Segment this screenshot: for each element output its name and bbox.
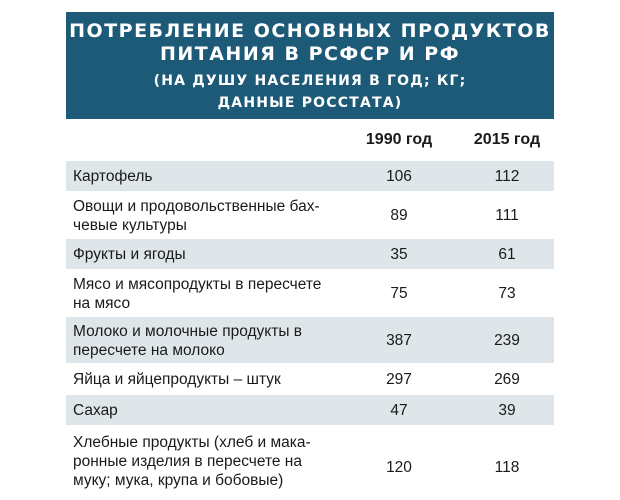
value-1990: 387	[386, 332, 412, 349]
table-row	[66, 317, 554, 364]
table-row	[66, 161, 554, 192]
row-product-name-line: Мясо и мясопродукты в пересчете	[73, 276, 322, 293]
row-product-name-line: Картофель	[73, 168, 153, 185]
row-product-name-line: Хлебные продукты (хлеб и мака-	[73, 434, 311, 451]
value-2015: 39	[498, 402, 516, 419]
value-2015: 112	[494, 168, 520, 185]
table-title-line-2: ПИТАНИЯ В РСФСР И РФ	[159, 43, 461, 65]
table-subtitle-line-2: ДАННЫЕ РОССТАТА)	[217, 95, 403, 111]
table-row	[66, 364, 554, 395]
column-header-1990: 1990 год	[365, 131, 433, 148]
row-product-name	[73, 370, 343, 389]
value-1990: 106	[386, 168, 412, 185]
row-product-name-line: пересчете на молоко	[73, 342, 225, 359]
row-product-name	[73, 275, 343, 313]
row-product-name-line: на мясо	[73, 295, 131, 312]
table-subtitle-line-1: (НА ДУШУ НАСЕЛЕНИЯ В ГОД; КГ;	[153, 73, 467, 89]
column-header-2015: 2015 год	[473, 131, 541, 148]
table-row	[66, 192, 554, 239]
value-1990: 297	[386, 371, 412, 388]
row-product-name-line: Яйца и яйцепродукты – штук	[73, 371, 281, 388]
value-1990: 120	[386, 459, 412, 476]
table-header	[66, 12, 554, 119]
row-product-name-line: Фрукты и ягоды	[73, 246, 186, 263]
row-product-name-line: чевые культуры	[73, 217, 187, 234]
value-2015: 118	[494, 459, 520, 476]
value-2015: 269	[494, 371, 520, 388]
consumption-table-card	[66, 12, 554, 488]
value-2015: 239	[494, 332, 520, 349]
row-product-name-line: ронные изделия в пересчете на	[73, 453, 302, 470]
value-1990: 89	[390, 207, 408, 224]
row-product-name-line: Овощи и продовольственные бах-	[73, 198, 320, 215]
value-2015: 111	[495, 207, 519, 224]
value-1990: 35	[390, 246, 408, 263]
table-row	[66, 270, 554, 317]
column-headers	[66, 119, 554, 161]
table-title-line-1: ПОТРЕБЛЕНИЕ ОСНОВНЫХ ПРОДУКТОВ	[69, 20, 551, 42]
row-product-name	[73, 167, 343, 186]
row-product-name-line: Сахар	[73, 402, 118, 419]
value-2015: 61	[498, 246, 516, 263]
row-product-name-line: Молоко и молочные продукты в	[73, 323, 303, 340]
row-product-name	[73, 433, 343, 490]
table-row	[66, 395, 554, 426]
row-product-name	[73, 401, 343, 420]
row-product-name-line: муку; мука, крупа и бобовые)	[73, 472, 284, 489]
row-product-name	[73, 245, 343, 264]
value-1990: 75	[390, 285, 408, 302]
value-2015: 73	[498, 285, 516, 302]
row-product-name	[73, 197, 343, 235]
table-body	[66, 161, 554, 496]
table-row	[66, 239, 554, 270]
table-row	[66, 426, 554, 496]
row-product-name	[73, 322, 343, 360]
value-1990: 47	[390, 402, 408, 419]
